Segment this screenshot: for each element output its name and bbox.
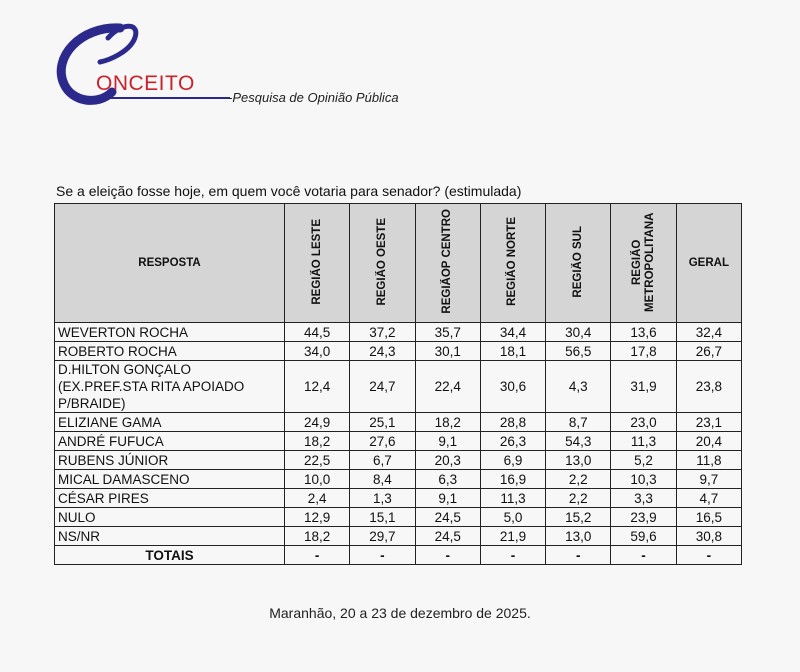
table-cell: 26,3: [480, 432, 545, 451]
table-cell: -: [480, 546, 545, 565]
table-cell: 2,2: [546, 489, 611, 508]
candidate-name: NULO: [55, 508, 285, 527]
table-cell: 25,1: [350, 413, 415, 432]
table-row: [55, 527, 742, 546]
column-header-regiao-metropolitana: [611, 204, 676, 323]
column-header-regiao-sul: [546, 204, 611, 323]
table-cell: 24,9: [285, 413, 350, 432]
table-cell: 27,6: [350, 432, 415, 451]
table-cell: 6,7: [350, 451, 415, 470]
table-cell: 18,2: [285, 527, 350, 546]
table-cell: 4,3: [546, 361, 611, 413]
table-cell: 23,0: [611, 413, 676, 432]
table-cell: 18,2: [415, 413, 480, 432]
table-cell: 8,7: [546, 413, 611, 432]
table-cell: 32,4: [676, 323, 741, 342]
candidate-name: RUBENS JÚNIOR: [55, 451, 285, 470]
table-cell: 2,4: [285, 489, 350, 508]
table-cell: 11,3: [611, 432, 676, 451]
table-cell: 16,9: [480, 470, 545, 489]
table-row: [55, 489, 742, 508]
table-cell: 30,8: [676, 527, 741, 546]
table-cell: 34,0: [285, 342, 350, 361]
footer-date-location: Maranhão, 20 a 23 de dezembro de 2025.: [269, 605, 531, 621]
table-cell: 1,3: [350, 489, 415, 508]
table-cell: 30,6: [480, 361, 545, 413]
table-cell: 5,2: [611, 451, 676, 470]
table-cell: 18,1: [480, 342, 545, 361]
table-cell: 21,9: [480, 527, 545, 546]
table-cell: 17,8: [611, 342, 676, 361]
candidate-name: NS/NR: [55, 527, 285, 546]
table-cell: 15,2: [546, 508, 611, 527]
table-row: [55, 342, 742, 361]
table-cell: 20,4: [676, 432, 741, 451]
table-cell: 37,2: [350, 323, 415, 342]
table-cell: 26,7: [676, 342, 741, 361]
table-cell: -: [415, 546, 480, 565]
totals-label: TOTAIS: [55, 546, 285, 565]
table-cell: 44,5: [285, 323, 350, 342]
table-cell: 24,3: [350, 342, 415, 361]
table-cell: 54,3: [546, 432, 611, 451]
candidate-name: WEVERTON ROCHA: [55, 323, 285, 342]
column-header-label: REGIÃO SUL: [571, 225, 584, 298]
results-table: [54, 203, 742, 565]
table-cell: 5,0: [480, 508, 545, 527]
table-cell: 6,9: [480, 451, 545, 470]
column-header-resposta: RESPOSTA: [55, 204, 285, 323]
table-cell: 24,5: [415, 527, 480, 546]
table-cell: 34,4: [480, 323, 545, 342]
table-cell: 4,7: [676, 489, 741, 508]
table-cell: 31,9: [611, 361, 676, 413]
table-cell: -: [676, 546, 741, 565]
column-header-label: REGIÃOP CENTRO: [441, 209, 454, 314]
table-cell: 10,0: [285, 470, 350, 489]
table-cell: 23,9: [611, 508, 676, 527]
table-cell: 2,2: [546, 470, 611, 489]
candidate-name: ROBERTO ROCHA: [55, 342, 285, 361]
table-cell: 22,4: [415, 361, 480, 413]
table-cell: 29,7: [350, 527, 415, 546]
table-cell: 59,6: [611, 527, 676, 546]
table-cell: 24,7: [350, 361, 415, 413]
table-row: [55, 323, 742, 342]
table-cell: 16,5: [676, 508, 741, 527]
table-cell: 12,9: [285, 508, 350, 527]
table-cell: 9,7: [676, 470, 741, 489]
table-cell: -: [546, 546, 611, 565]
column-header-regiao-centro: [415, 204, 480, 323]
table-cell: 8,4: [350, 470, 415, 489]
table-cell: 6,3: [415, 470, 480, 489]
table-cell: 22,5: [285, 451, 350, 470]
column-header-label: REGIÃO OESTE: [375, 217, 388, 306]
table-cell: 13,0: [546, 527, 611, 546]
candidate-name: ELIZIANE GAMA: [55, 413, 285, 432]
totals-row: [55, 546, 742, 565]
table-row: [55, 413, 742, 432]
table-cell: 9,1: [415, 432, 480, 451]
table-cell: 13,0: [546, 451, 611, 470]
table-cell: -: [285, 546, 350, 565]
table-cell: 10,3: [611, 470, 676, 489]
column-header-regiao-oeste: [350, 204, 415, 323]
table-cell: 23,1: [676, 413, 741, 432]
table-cell: 20,3: [415, 451, 480, 470]
table-cell: -: [611, 546, 676, 565]
candidate-name: CÉSAR PIRES: [55, 489, 285, 508]
candidate-name: MICAL DAMASCENO: [55, 470, 285, 489]
logo-text: ONCEITO: [96, 72, 195, 95]
table-row: [55, 451, 742, 470]
table-row: [55, 470, 742, 489]
column-header-geral: GERAL: [676, 204, 741, 323]
table-header-row: [55, 204, 742, 323]
table-cell: 18,2: [285, 432, 350, 451]
table-cell: 24,5: [415, 508, 480, 527]
table-cell: 30,4: [546, 323, 611, 342]
table-cell: 11,3: [480, 489, 545, 508]
table-cell: 35,7: [415, 323, 480, 342]
table-cell: 28,8: [480, 413, 545, 432]
column-header-label: REGIÃO LESTE: [310, 218, 323, 305]
candidate-name: D.HILTON GONÇALO (EX.PREF.STA RITA APOIADO P/BRAIDE): [55, 361, 285, 413]
conceito-logo: [50, 18, 240, 110]
table-cell: 3,3: [611, 489, 676, 508]
table-cell: 11,8: [676, 451, 741, 470]
column-header-regiao-leste: [285, 204, 350, 323]
table-row: [55, 508, 742, 527]
candidate-name: ANDRÉ FUFUCA: [55, 432, 285, 451]
table-cell: 9,1: [415, 489, 480, 508]
survey-question: Se a eleição fosse hoje, em quem você votaria para senador? (estimulada): [56, 183, 522, 199]
column-header-label: REGIÃO METROPOLITANA: [630, 211, 656, 312]
table-cell: 23,8: [676, 361, 741, 413]
logo-swoosh-icon: [50, 18, 240, 110]
column-header-regiao-norte: [480, 204, 545, 323]
table-row: [55, 361, 742, 413]
column-header-label: REGIÃO NORTE: [506, 217, 519, 306]
table-cell: 13,6: [611, 323, 676, 342]
table-cell: 12,4: [285, 361, 350, 413]
table-cell: 15,1: [350, 508, 415, 527]
logo-subtitle: -Pesquisa de Opinião Pública: [228, 90, 399, 105]
table-cell: 30,1: [415, 342, 480, 361]
table-row: [55, 432, 742, 451]
table-cell: 56,5: [546, 342, 611, 361]
table-cell: -: [350, 546, 415, 565]
